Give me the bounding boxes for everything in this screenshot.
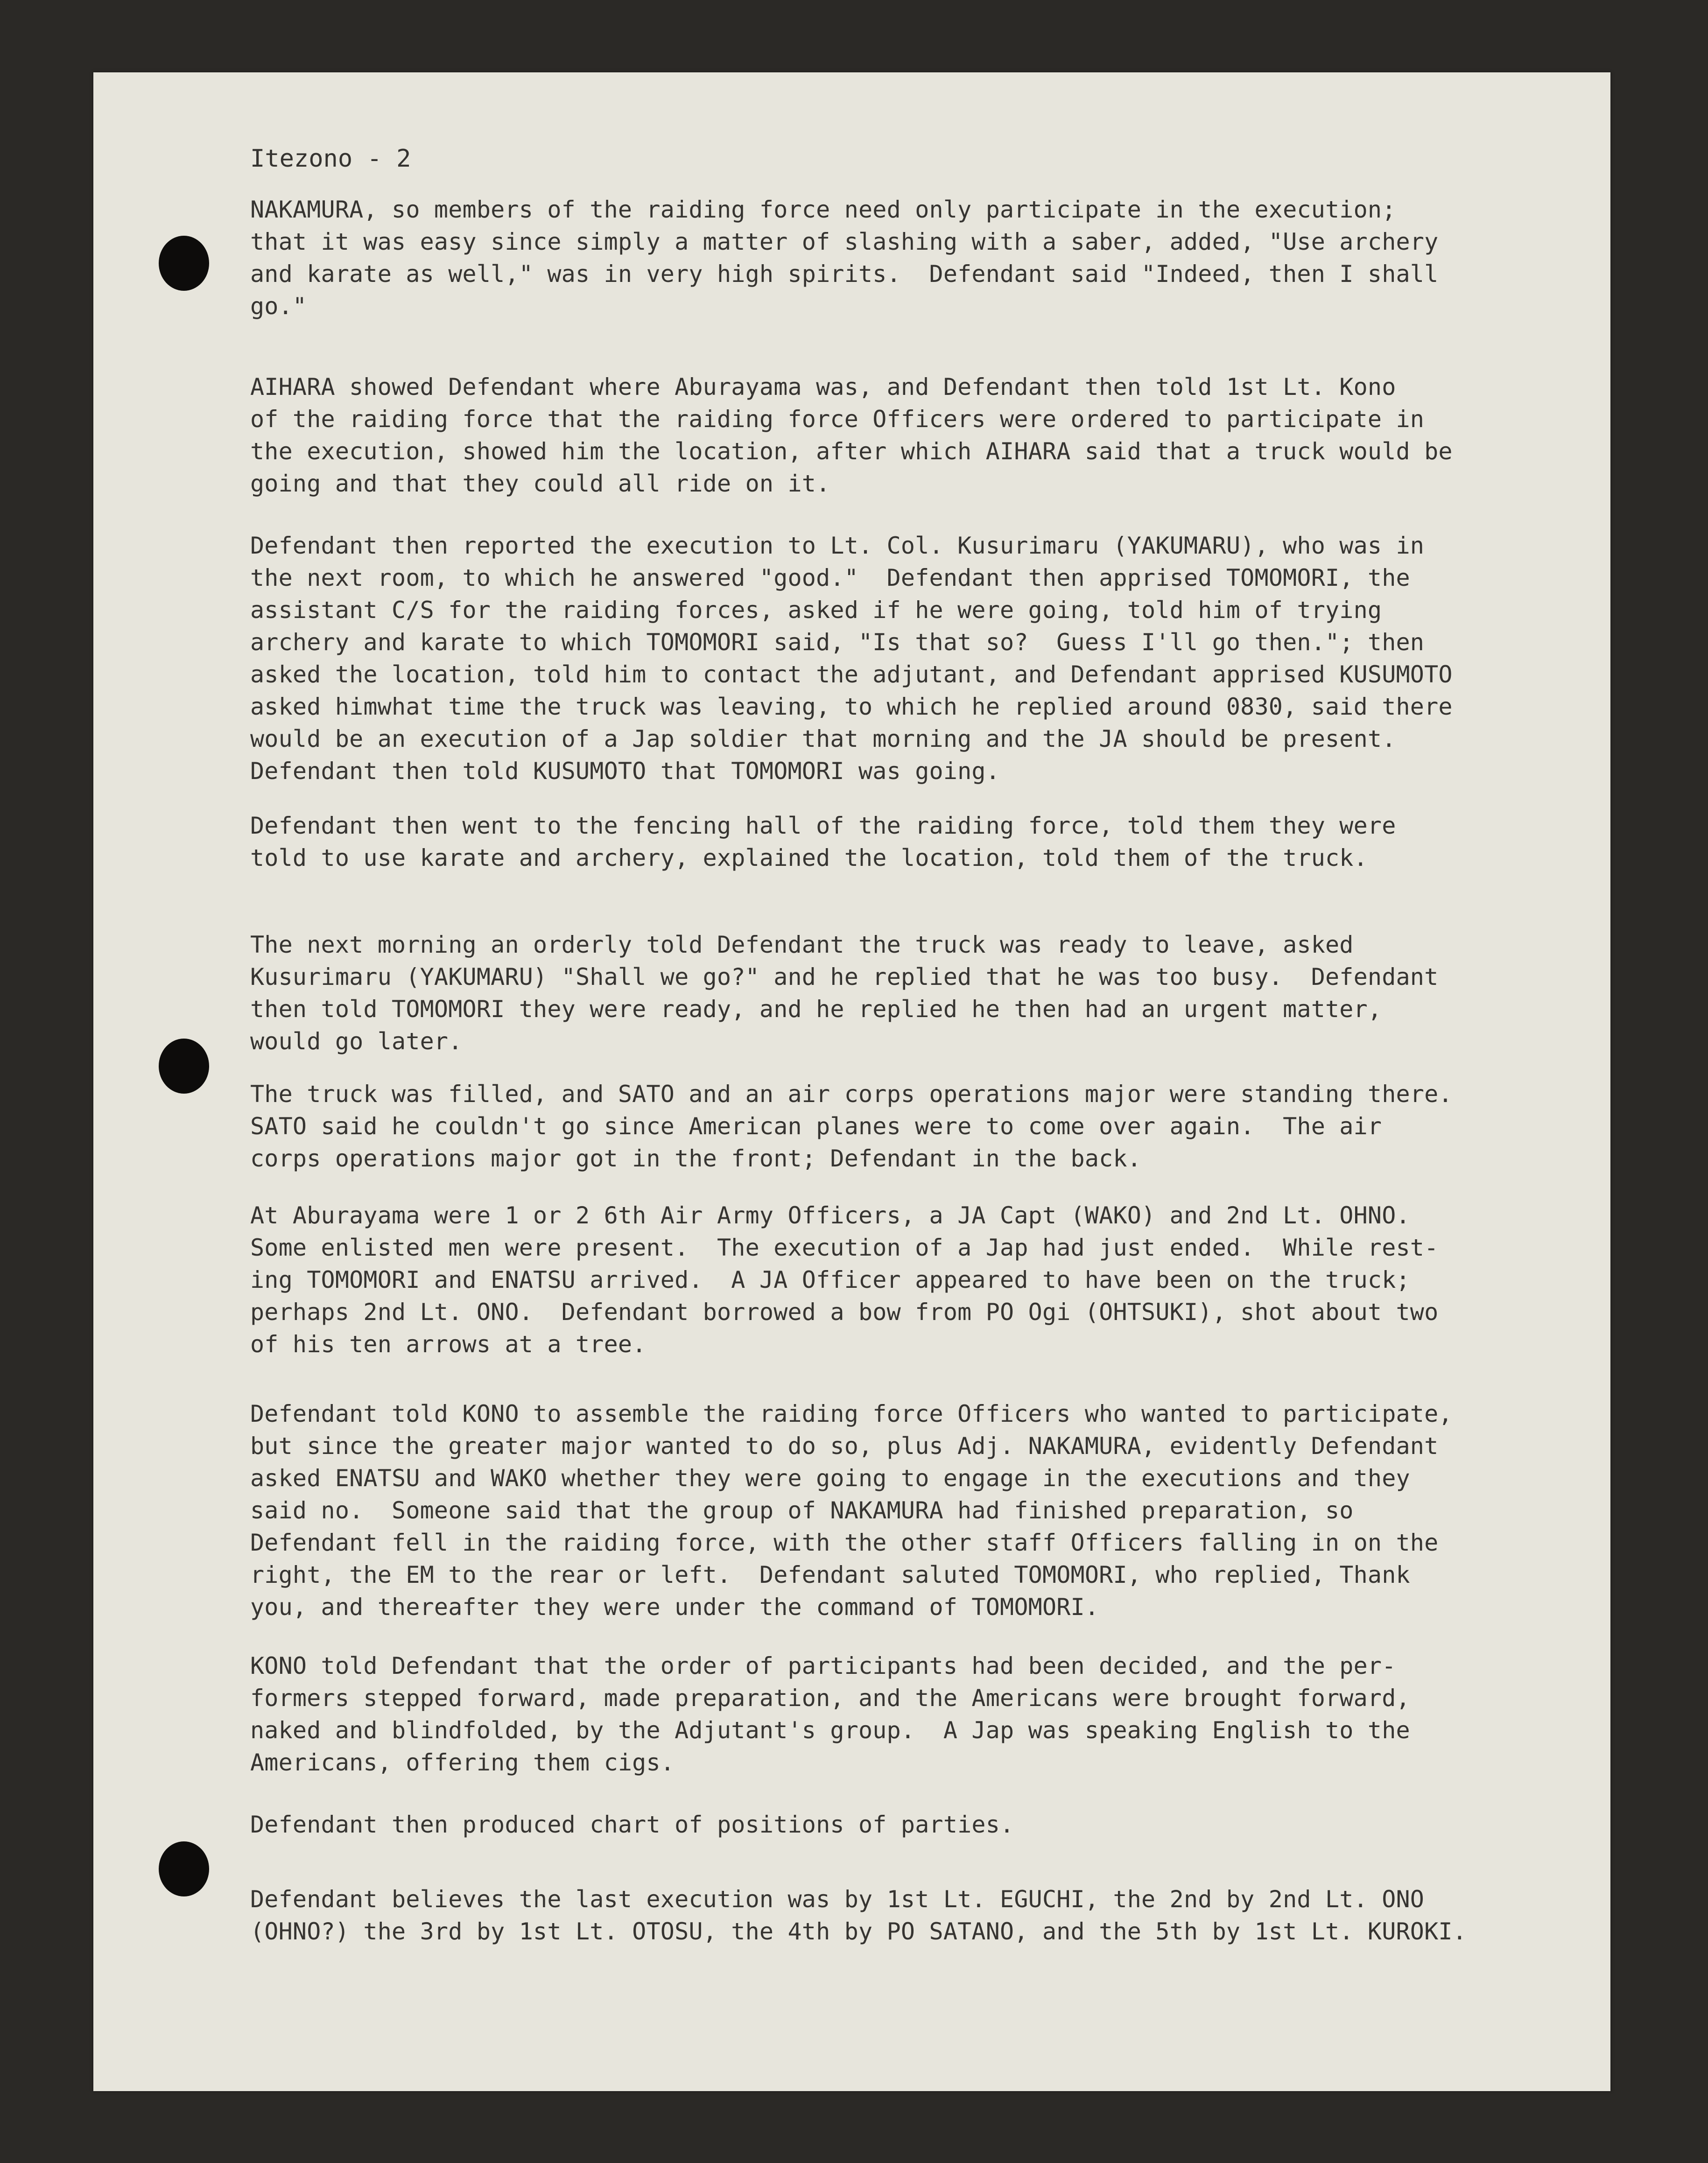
text-line: right, the EM to the rear or left. Defendant saluted TOMOMORI, who replied, Thank [250,1561,1410,1588]
text-line: that it was easy since simply a matter of slashing with a saber, added, "Use archery [250,228,1439,255]
paragraph [250,1078,1453,1175]
text-line: archery and karate to which TOMOMORI said, "Is that so? Guess I'll go then."; then [250,629,1425,656]
text-line: asked ENATSU and WAKO whether they were going to engage in the executions and they [250,1465,1410,1492]
text-line: going and that they could all ride on it. [250,470,830,497]
text-line: Some enlisted men were present. The execution of a Jap had just ended. While rest- [250,1234,1439,1261]
text-line: Defendant told KONO to assemble the raiding force Officers who wanted to participate, [250,1400,1453,1427]
text-line: then told TOMOMORI they were ready, and he replied he then had an urgent matter, [250,996,1382,1023]
text-line: and karate as well," was in very high spirits. Defendant said "Indeed, then I shall [250,260,1439,288]
text-line: of his ten arrows at a tree. [250,1331,647,1358]
paragraph [250,194,1438,323]
text-line: Kusurimaru (YAKUMARU) "Shall we go?" and he replied that he was too busy. Defendant [250,963,1439,990]
text-line: told to use karate and archery, explained the location, told them of the truck. [250,844,1368,871]
punch-hole-top [159,236,209,291]
paragraph [250,929,1438,1058]
text-line: asked himwhat time the truck was leaving, to which he replied around 0830, said there [250,693,1453,720]
paragraph [250,1200,1438,1361]
text-line: SATO said he couldn't go since American planes were to come over again. The air [250,1113,1382,1140]
text-line: Defendant then produced chart of positions of parties. [250,1811,1014,1838]
paragraph [250,1398,1453,1623]
paragraph [250,1809,1014,1841]
text-line: said no. Someone said that the group of NAKAMURA had finished preparation, so [250,1497,1354,1524]
paragraph [250,1883,1467,1948]
text-line: Defendant fell in the raiding force, with the other staff Officers falling in on the [250,1529,1439,1556]
paragraph [250,371,1453,500]
text-line: Defendant believes the last execution was by 1st Lt. EGUCHI, the 2nd by 2nd Lt. ONO [250,1886,1425,1913]
text-line: would go later. [250,1028,463,1055]
text-line: Defendant then reported the execution to Lt. Col. Kusurimaru (YAKUMARU), who was in [250,532,1425,559]
text-line: KONO told Defendant that the order of participants had been decided, and the per- [250,1652,1396,1679]
text-line: assistant C/S for the raiding forces, asked if he were going, told him of trying [250,597,1382,624]
text-line: perhaps 2nd Lt. ONO. Defendant borrowed a bow from PO Ogi (OHTSUKI), shot about two [250,1299,1439,1326]
punch-hole-bottom [159,1841,209,1896]
text-line: AIHARA showed Defendant where Aburayama was, and Defendant then told 1st Lt. Kono [250,373,1396,400]
text-line: the next room, to which he answered "good." Defendant then apprised TOMOMORI, the [250,564,1410,591]
text-line: the execution, showed him the location, after which AIHARA said that a truck would be [250,438,1453,465]
text-line: naked and blindfolded, by the Adjutant's group. A Jap was speaking English to the [250,1717,1410,1744]
paragraph [250,810,1396,874]
punch-hole-middle [159,1039,209,1094]
text-line: formers stepped forward, made preparation, and the Americans were brought forward, [250,1685,1410,1712]
text-line: go." [250,293,307,320]
document-page [93,72,1610,2091]
text-line: ing TOMOMORI and ENATSU arrived. A JA Officer appeared to have been on the truck; [250,1266,1410,1293]
text-line: corps operations major got in the front; Defendant in the back. [250,1145,1142,1172]
text-line: Defendant then went to the fencing hall of the raiding force, told them they were [250,812,1396,839]
text-line: Defendant then told KUSUMOTO that TOMOMORI was going. [250,758,1000,785]
text-line: of the raiding force that the raiding force Officers were ordered to participate in [250,406,1425,433]
text-line: asked the location, told him to contact the adjutant, and Defendant apprised KUSUMOTO [250,661,1453,688]
text-line: (OHNO?) the 3rd by 1st Lt. OTOSU, the 4th by PO SATANO, and the 5th by 1st Lt. KUROKI. [250,1918,1467,1945]
text-line: would be an execution of a Jap soldier that morning and the JA should be present. [250,725,1396,752]
text-line: At Aburayama were 1 or 2 6th Air Army Officers, a JA Capt (WAKO) and 2nd Lt. OHNO. [250,1202,1410,1229]
paragraph [250,1650,1410,1779]
page-header: Itezono - 2 [250,145,411,173]
text-line: NAKAMURA, so members of the raiding force need only participate in the execution; [250,196,1396,223]
paragraph [250,530,1453,787]
text-line: Americans, offering them cigs. [250,1749,675,1776]
text-line: The next morning an orderly told Defendant the truck was ready to leave, asked [250,931,1354,958]
text-line: you, and thereafter they were under the command of TOMOMORI. [250,1594,1099,1621]
text-line: but since the greater major wanted to do so, plus Adj. NAKAMURA, evidently Defendant [250,1433,1439,1460]
text-line: The truck was filled, and SATO and an air corps operations major were standing there. [250,1081,1453,1108]
